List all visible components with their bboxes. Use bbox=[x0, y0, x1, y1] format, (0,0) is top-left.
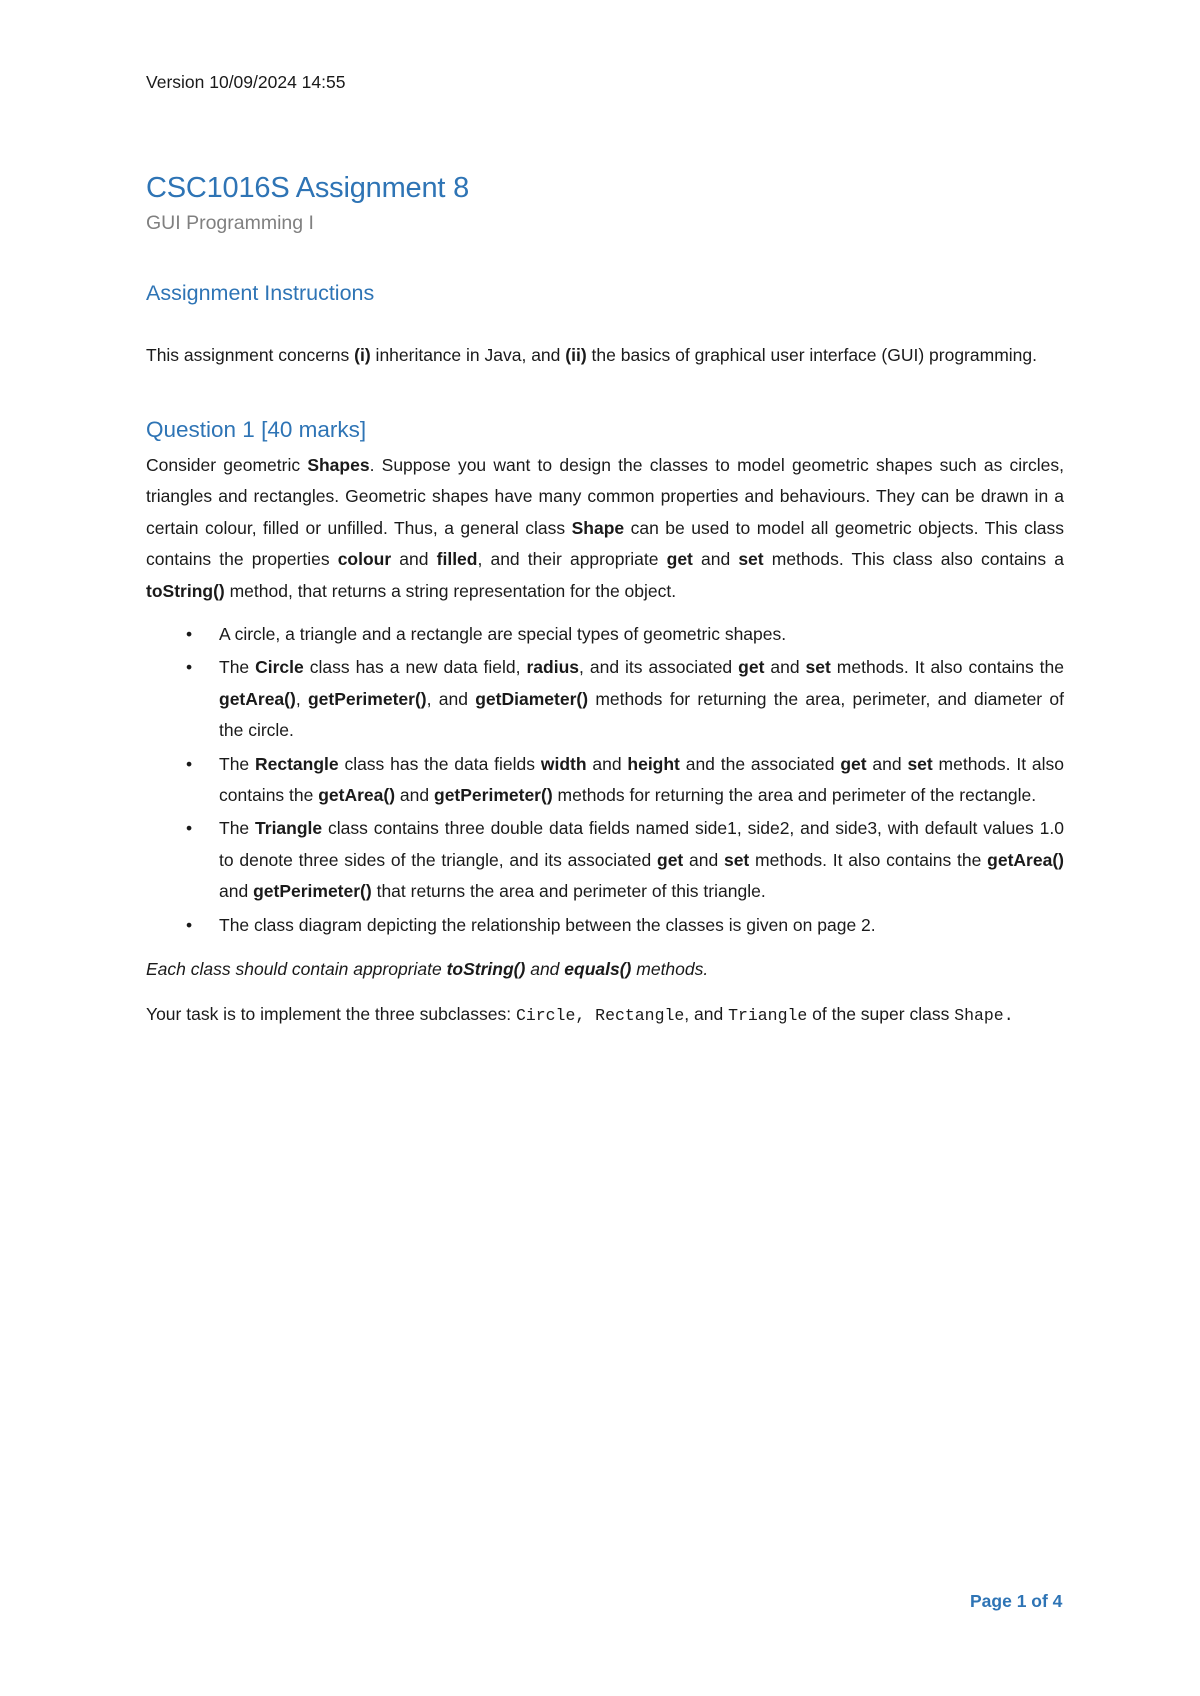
bullet-item bbox=[146, 619, 1064, 650]
question-1-heading: Question 1 [40 marks] bbox=[146, 417, 367, 442]
body-text: method, that returns a string representation for the object. bbox=[224, 580, 677, 601]
bullet-text: A circle, a triangle and a rectangle are special types of geometric shapes. bbox=[219, 624, 787, 645]
body-text: , and their appropriate bbox=[477, 549, 667, 570]
bullet-text: methods for returning the area and perimeter of the rectangle. bbox=[552, 785, 1037, 806]
bullet-text: class has a new data field, bbox=[303, 657, 527, 678]
intro-marker: (ii) bbox=[565, 345, 587, 365]
body-term: filled bbox=[436, 549, 478, 570]
bullet-term: width bbox=[540, 753, 587, 774]
bullet-text: , and bbox=[426, 688, 476, 709]
intro-paragraph bbox=[146, 341, 1064, 369]
bullet-term: set bbox=[723, 849, 750, 870]
bullet-item bbox=[146, 910, 1064, 941]
body-term: set bbox=[738, 549, 764, 570]
document-title: CSC1016S Assignment 8 bbox=[146, 172, 470, 204]
bullet-text: class contains three double data fields named side1, side2, and side3, with default values 1.0 to denote three sides of the triangle, and its associated bbox=[219, 818, 1064, 870]
bullet-term: height bbox=[627, 753, 680, 774]
task-text: of the super class bbox=[807, 1004, 955, 1025]
bullet-text: , and its associated bbox=[579, 657, 739, 678]
bullet-dot: • bbox=[186, 818, 193, 839]
bullet-text: , bbox=[295, 688, 308, 709]
methods-note bbox=[146, 955, 1064, 984]
bullet-text: The class diagram depicting the relationship between the classes is given on page 2. bbox=[219, 914, 876, 935]
bullet-term: getPerimeter() bbox=[307, 688, 427, 709]
bullet-text: The bbox=[219, 657, 256, 678]
bullet-term: Triangle bbox=[255, 818, 323, 839]
bullet-item bbox=[146, 652, 1064, 746]
page-content bbox=[146, 172, 1064, 1032]
bullet-term: get bbox=[840, 753, 867, 774]
document-subtitle: GUI Programming I bbox=[146, 212, 314, 234]
bullet-term: getDiameter() bbox=[475, 688, 589, 709]
body-term: get bbox=[666, 549, 693, 570]
question-1-body bbox=[146, 450, 1064, 607]
bullet-text: class has the data fields bbox=[338, 753, 541, 774]
bullet-term: Circle bbox=[255, 657, 304, 678]
bullet-text: methods. It also contains the bbox=[830, 657, 1064, 678]
bullet-term: set bbox=[907, 753, 933, 774]
bullet-text: and bbox=[219, 881, 254, 902]
instructions-heading: Assignment Instructions bbox=[146, 281, 375, 305]
task-text: Your task is to implement the three subclasses: bbox=[146, 1004, 516, 1025]
bullet-dot: • bbox=[186, 657, 193, 678]
task-code: Triangle bbox=[728, 1006, 808, 1026]
bullet-text: that returns the area and perimeter of this triangle. bbox=[371, 881, 766, 902]
bullet-dot: • bbox=[186, 753, 193, 774]
body-term: Shapes bbox=[307, 455, 370, 475]
body-term: colour bbox=[337, 549, 392, 570]
note-text: Each class should contain appropriate bbox=[146, 959, 447, 980]
note-text: and bbox=[525, 959, 565, 980]
bullet-text: and bbox=[586, 753, 628, 774]
bullet-term: get bbox=[738, 657, 765, 678]
note-term: equals() bbox=[564, 959, 632, 980]
body-text: and bbox=[692, 549, 739, 570]
bullet-term: Rectangle bbox=[254, 753, 339, 774]
note-text: methods. bbox=[631, 959, 709, 980]
bullet-term: getArea() bbox=[219, 688, 296, 709]
body-text: . Suppose you want to design the classes to model geometric shapes such as circles, triangles and rectangles. Geometric shapes have many common properties and behaviours. They can be drawn in a certain colour, filled or unfilled. Thus, a general class bbox=[146, 455, 1064, 538]
bullet-text: and bbox=[683, 849, 724, 870]
bullet-term: getArea() bbox=[987, 849, 1064, 870]
intro-text: inheritance in Java, and bbox=[370, 345, 566, 365]
note-term: toString() bbox=[446, 959, 526, 980]
bullet-text: and bbox=[395, 785, 434, 806]
task-code: Shape. bbox=[954, 1006, 1014, 1026]
bullet-term: get bbox=[657, 849, 684, 870]
body-text: methods. This class also contains a bbox=[763, 549, 1064, 570]
bullet-text: methods. It also contains the bbox=[219, 753, 1064, 806]
version-header: Version 10/09/2024 14:55 bbox=[146, 72, 346, 92]
intro-text: This assignment concerns bbox=[146, 345, 355, 365]
bullet-term: getPerimeter() bbox=[434, 785, 553, 806]
intro-text: the basics of graphical user interface (GUI) programming. bbox=[586, 345, 1037, 365]
bullet-term: radius bbox=[526, 657, 580, 678]
bullet-text: The bbox=[219, 818, 256, 839]
body-term: toString() bbox=[146, 580, 225, 601]
page-number: Page 1 of 4 bbox=[970, 1591, 1063, 1611]
task-text: , and bbox=[684, 1004, 729, 1025]
bullet-text: methods for returning the area, perimeter, and diameter of the circle. bbox=[219, 688, 1064, 741]
bullet-term: set bbox=[805, 657, 831, 678]
bullet-term: getPerimeter() bbox=[253, 881, 372, 902]
bullet-dot: • bbox=[186, 914, 193, 935]
body-term: Shape bbox=[571, 517, 625, 538]
bullet-text: The bbox=[219, 753, 255, 774]
body-text: and bbox=[391, 549, 437, 570]
bullet-item bbox=[146, 749, 1064, 812]
body-text: can be used to model all geometric objects. This class contains the properties bbox=[146, 517, 1065, 570]
bullet-term: getArea() bbox=[318, 785, 396, 806]
bullet-text: methods. It also contains the bbox=[749, 849, 988, 870]
intro-marker: (i) bbox=[354, 345, 371, 365]
bullet-dot: • bbox=[186, 624, 193, 645]
bullet-text: and the associated bbox=[679, 753, 841, 774]
bullet-text: and bbox=[764, 657, 806, 678]
task-code: Circle, Rectangle bbox=[515, 1006, 685, 1026]
body-text: Consider geometric bbox=[146, 455, 308, 475]
shape-bullet-list bbox=[146, 619, 1064, 941]
bullet-item bbox=[146, 813, 1064, 907]
task-paragraph bbox=[146, 999, 1064, 1031]
bullet-text: and bbox=[866, 753, 908, 774]
